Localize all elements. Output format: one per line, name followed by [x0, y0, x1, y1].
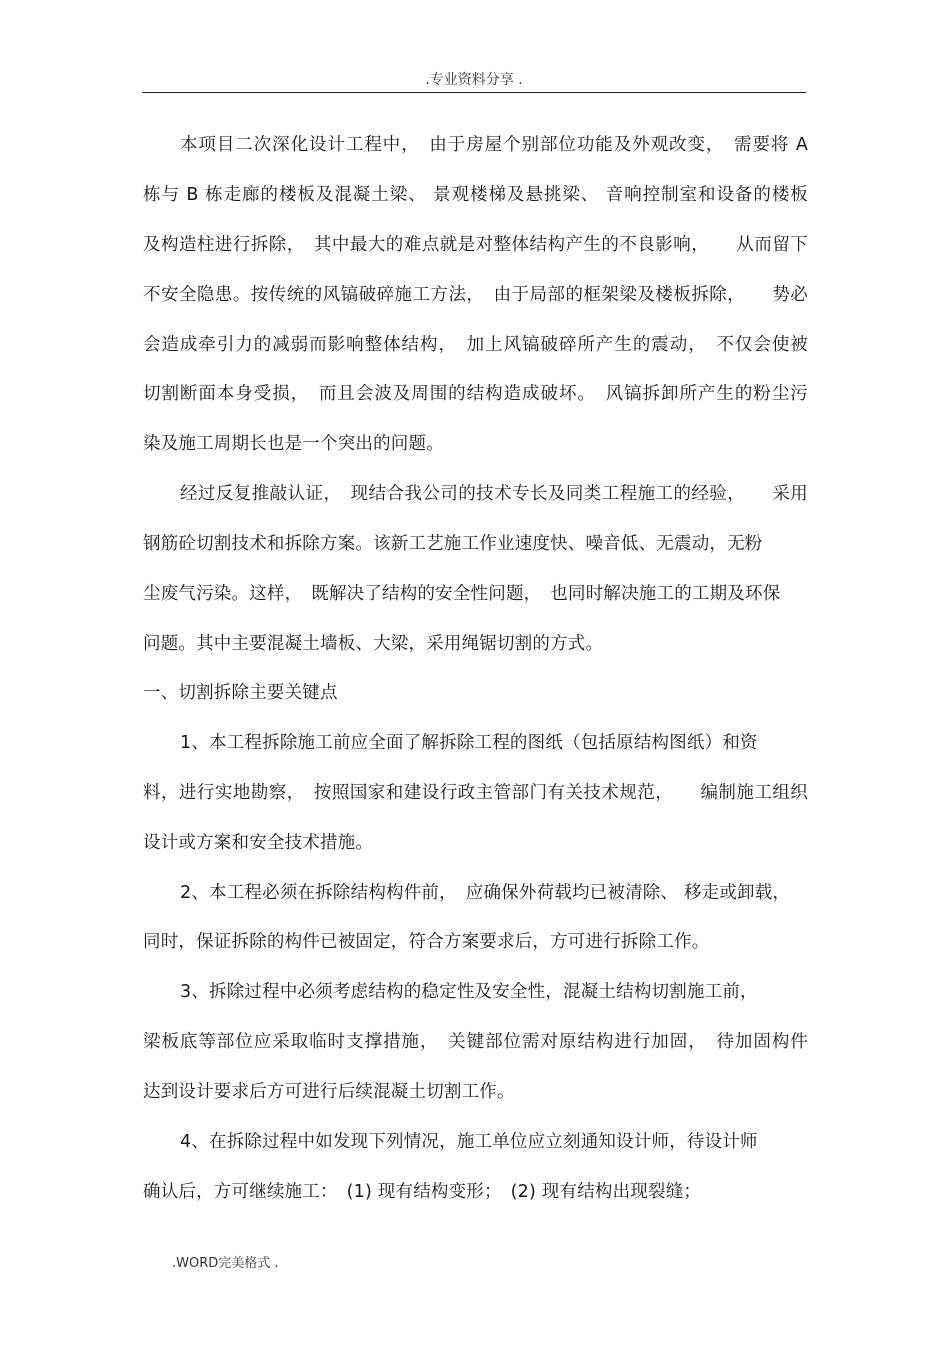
paragraph-line: 料，进行实地勘察， 按照国家和建设行政主管部门有关技术规范， 编制施工组织: [143, 783, 808, 803]
paragraph-line: 确认后，方可继续施工： (1) 现有结构变形； (2) 现有结构出现裂缝；: [143, 1182, 702, 1202]
paragraph-line: 达到设计要求后方可进行后续混凝土切割工作。: [143, 1082, 515, 1102]
page-header: .专业资料分享 .: [425, 72, 523, 88]
paragraph-line: 3、拆除过程中必须考虑结构的稳定性及安全性，混凝土结构切割施工前，: [180, 982, 758, 1002]
page-footer: .WORD完美格式 .: [172, 1256, 279, 1271]
paragraph-line: 钢筋砼切割技术和拆除方案。该新工艺施工作业速度快、噪音低、无震动，无粉: [143, 534, 763, 554]
paragraph-line: 本项目二次深化设计工程中， 由于房屋个别部位功能及外观改变， 需要将 A: [180, 135, 808, 155]
paragraph-line: 问题。其中主要混凝土墙板、大梁，采用绳锯切割的方式。: [143, 634, 604, 654]
header-divider: [142, 92, 806, 93]
paragraph-line: 会造成牵引力的减弱而影响整体结构， 加上风镐破碎所产生的震动， 不仅会使被: [143, 335, 808, 355]
paragraph-line: 2、本工程必须在拆除结构构件前， 应确保外荷载均已被清除、 移走或卸载，: [180, 883, 791, 903]
paragraph-line: 栋与 B 栋走廊的楼板及混凝土梁、 景观楼梯及悬挑梁、 音响控制室和设备的楼板: [143, 185, 808, 205]
paragraph-line: 染及施工周期长也是一个突出的问题。: [143, 434, 444, 454]
paragraph-line: 切割断面本身受损， 而且会波及周围的结构造成破坏。 风镐拆卸所产生的粉尘污: [143, 384, 808, 404]
paragraph-line: 设计或方案和安全技术措施。: [143, 833, 374, 853]
paragraph-line: 同时，保证拆除的构件已被固定，符合方案要求后，方可进行拆除工作。: [143, 932, 710, 952]
paragraph-line: 及构造柱进行拆除， 其中最大的难点就是对整体结构产生的不良影响， 从而留下: [143, 235, 808, 255]
paragraph-line: 经过反复推敲认证， 现结合我公司的技术专长及同类工程施工的经验， 采用: [180, 484, 808, 504]
section-heading: 一、切割拆除主要关键点: [143, 683, 338, 703]
paragraph-line: 1、本工程拆除施工前应全面了解拆除工程的图纸（包括原结构图纸）和资: [180, 733, 758, 753]
paragraph-line: 4、在拆除过程中如发现下列情况，施工单位应立刻通知设计师，待设计师: [180, 1132, 758, 1152]
paragraph-line: 尘废气污染。这样， 既解决了结构的安全性问题， 也同时解决施工的工期及环保: [143, 584, 781, 604]
paragraph-line: 不安全隐患。按传统的风镐破碎施工方法， 由于局部的框架梁及楼板拆除， 势必: [143, 285, 808, 305]
paragraph-line: 梁板底等部位应采取临时支撑措施， 关键部位需对原结构进行加固， 待加固构件: [143, 1032, 808, 1052]
